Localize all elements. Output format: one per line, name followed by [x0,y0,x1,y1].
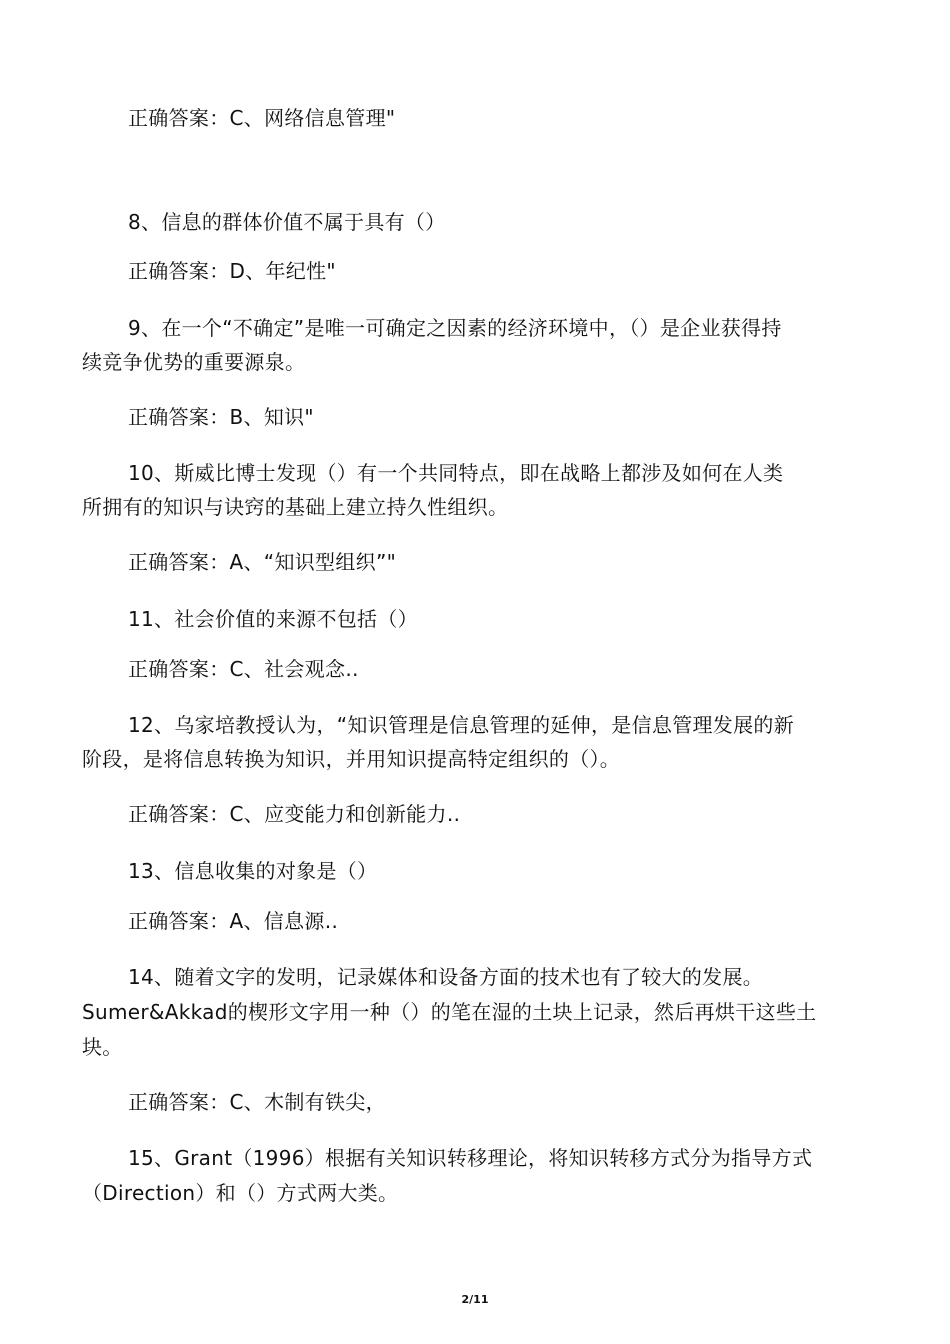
question-12-line-2: 阶段，是将信息转换为知识，并用知识提高特定组织的（）。 [82,747,621,771]
question-11: 11、社会价值的来源不包括（） [128,607,418,631]
answer-12: 正确答案：C、应变能力和创新能力‥ [128,802,461,826]
question-8: 8、信息的群体价值不属于具有（） [128,210,446,234]
answer-9: 正确答案：B、知识" [128,405,314,429]
answer-13: 正确答案：A、信息源‥ [128,909,339,933]
question-15-line-1: 15、Grant（1996）根据有关知识转移理论，将知识转移方式分为指导方式 [128,1146,813,1170]
answer-14: 正确答案：C、木制有铁尖， [128,1090,386,1114]
question-13: 13、信息收集的对象是（） [128,859,378,883]
question-14-line-1: 14、随着文字的发明，记录媒体和设备方面的技术也有了较大的发展。 [128,965,764,989]
answer-8: 正确答案：D、年纪性" [128,259,336,283]
question-10-line-1: 10、斯威比博士发现（）有一个共同特点，即在战略上都涉及如何在人类 [128,461,784,485]
answer-11: 正确答案：C、社会观念‥ [128,657,359,681]
question-10-line-2: 所拥有的知识与诀窍的基础上建立持久性组织。 [82,495,509,519]
answer-10: 正确答案：A、“知识型组织”" [128,550,397,574]
question-14-line-3: 块。 [82,1035,123,1059]
question-14-line-2: Sumer&Akkad的楔形文字用一种（）的笔在湿的土块上记录，然后再烘干这些土 [82,1000,817,1024]
question-9-line-1: 9、在一个“不确定”是唯一可确定之因素的经济环境中，（）是企业获得持 [128,316,782,340]
answer-7: 正确答案：C、网络信息管理" [128,106,396,130]
question-15-line-2: （Direction）和（）方式两大类。 [82,1181,399,1205]
question-9-line-2: 续竞争优势的重要源泉。 [82,350,306,374]
page-number: 2/11 [461,1293,489,1306]
question-12-line-1: 12、乌家培教授认为，“知识管理是信息管理的延伸，是信息管理发展的新 [128,713,795,737]
